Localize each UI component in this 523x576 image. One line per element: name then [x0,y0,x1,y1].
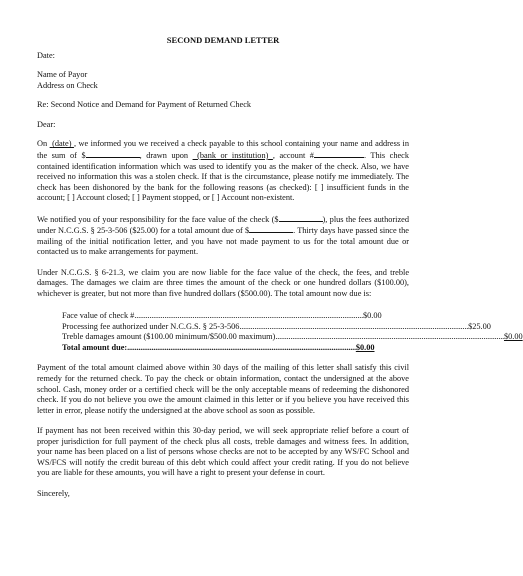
payor-name: Name of Payor [37,70,88,80]
paragraph-payment: Payment of the total amount claimed above within 30 days of the mailing of this letter shall satisfy this civil remedy for the returned check. To pay the check or obtain information, contact the undersigned at the above school. Cash, money order or a certified check will be the only acceptable means of redeeming the dishonored check. If you do not believe you owe the amount claimed in this letter or if you believe you have received this letter in error, please notify the undersigned at the above school as soon as possible. [37,363,409,415]
date-fill: (date) [52,139,72,149]
re-line: Re: Second Notice and Demand for Payment of Returned Check [37,100,252,110]
paragraph-responsibility: We notified you of your responsibility for the face value of the check ($ ), plus the fees authorized under N.C.G.S. § 25-3-506 ($25.00) for a total amount due of $ . Thirty days have passed since the mailing of the initial notification letter, and you have not made payment to us for the total amount due or contacted us to make arrangements for payment. [37,214,409,257]
account-blank [314,150,364,158]
total-due-blank [249,225,293,233]
salutation: Dear: [37,119,56,129]
date-line: Date: [37,50,55,60]
amount-row-face: Face value of check # .......................................................................................................................... $0.00 [62,311,382,321]
amount-row-treble: Treble damages amount ($100.00 minimum/$500.00 maximum) .......................................................................................................................... $0.00 [62,332,523,342]
paragraph-liability: Under N.C.G.S. § 6-21.3, we claim you are now liable for the face value of the check, the fees, and treble damages. The damages we claim are three times the amount of the check or one hundred dollars ($100.00), whichever is greater, but not more than five hundred dollars ($500.00). The total amount now due is: [37,267,409,298]
amounts-table [62,310,523,353]
closing: Sincerely, [37,488,70,498]
paragraph-notice: On (date) , we informed you we received a check payable to this school containing your name and address in the sum of $ , drawn upon (bank or institution) , account # . This check contained identification information which was used to identify you as the maker of the check. Also, we have received no information this was a stolen check. If that is the circumstance, please notify me immediately. The check has been dishonored by the bank for the following reasons (as checked): [ ] insufficient funds in the account; [ ] Account closed; [ ] Payment stopped, or [ ] Account non-existent. [37,139,410,203]
paragraph-consequences: If payment has not been received within this 30-day period, we will seek appropriate relief before a court of proper jurisdiction for full payment of the check plus all costs, treble damages and witness fees. In addition, your name has been placed on a list of persons whose checks are not to be accepted by any WS/FC School and WS/FCS will notify the credit bureau of this debt which could affect your credit rating. If you do not believe you are liable for these amounts, you will have a right to present your defense in court. [37,426,409,478]
amount-blank [86,150,140,158]
bank-fill: (bank or institution) [197,150,269,160]
face-value-blank [279,214,323,222]
amount-row-fee: Processing fee authorized under N.C.G.S. § 25-3-506 .......................................................................................................................... $25.00 [62,321,491,331]
amount-row-total: Total amount due: .......................................................................................................................... $0.00 [62,342,375,352]
letter-title: SECOND DEMAND LETTER [166,35,280,45]
payor-address: Address on Check [37,80,98,90]
